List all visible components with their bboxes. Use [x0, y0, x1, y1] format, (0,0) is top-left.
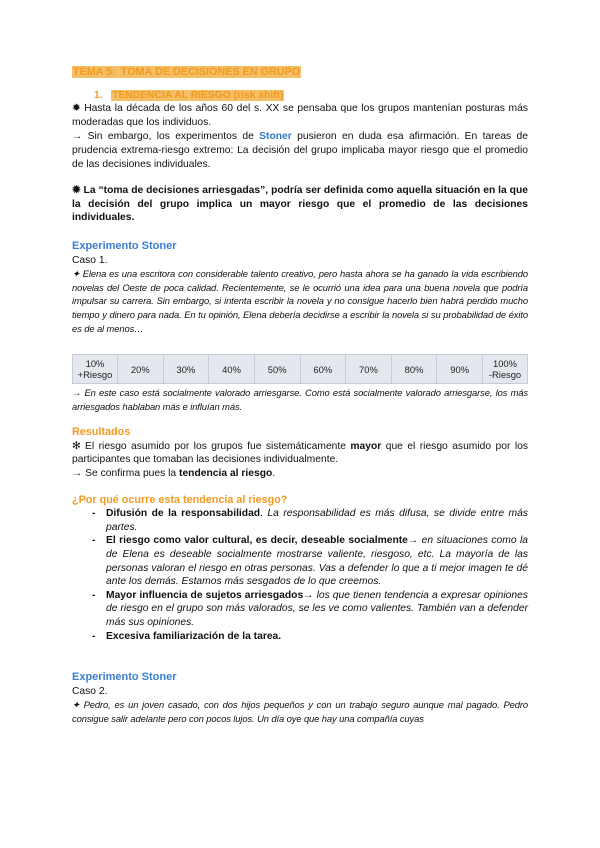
results-heading: Resultados — [72, 426, 131, 439]
scale-cell: 40% — [209, 355, 255, 384]
list-item — [72, 630, 528, 644]
results-mayor: mayor — [350, 440, 382, 452]
results-confirm — [72, 467, 528, 481]
risk-scale-table — [72, 354, 528, 384]
title-main: TOMA DE DECISIONES EN GRUPO — [120, 66, 301, 78]
scale-cell: 70% — [346, 355, 392, 384]
confirm-a: → Se confirma pues la — [72, 468, 180, 480]
stoner-text-c: pusieron en duda esa afirmación. En tareas de prudencia extrema-riesgo extremo: La decisión del grupo implicaba mayor riesgo que el promedio de las decisiones individuales. — [72, 131, 528, 170]
paragraph-intro: ✹ Hasta la década de los años 60 del s. XX se pensaba que los grupos mantenían posturas más moderadas que los individuos. — [72, 103, 528, 128]
confirm-b: tendencia al riesgo — [179, 468, 273, 480]
reason-bold: Excesiva familiarización de la tarea. — [106, 630, 282, 642]
section-label: TENDENCIA AL RIESGO (risk shift) — [112, 89, 284, 101]
doc-title — [72, 66, 528, 80]
case-label-2: Caso 2. — [72, 685, 108, 697]
reason-text: La responsabilidad es más difusa, se divide entre más partes. — [106, 508, 528, 533]
scale-cell: 20% — [118, 355, 164, 384]
results-t1: ✻ El riesgo asumido por los grupos fue sistemáticamente — [72, 440, 351, 452]
paragraph-stoner — [72, 130, 528, 171]
section-heading-1 — [94, 89, 528, 103]
stoner-name: Stoner — [259, 131, 292, 143]
reason-sep: → — [303, 589, 317, 601]
reason-sep: . — [260, 508, 268, 520]
paragraph-social-value: → En este caso está socialmente valorado arriesgarse. Como está socialmente valorado arriesgarse, los más arriesgados hablaban más e influían más. — [72, 387, 528, 412]
paragraph-definition: ✹ La “toma de decisiones arriesgadas”, podría ser definida como aquella situación en la que la decisión del grupo implica un mayor riesgo que el promedio de las decisiones individuales. — [72, 185, 528, 224]
scale-cell: 30% — [163, 355, 209, 384]
confirm-c: . — [272, 468, 276, 480]
experiment-heading-1: Experimento Stoner — [72, 239, 177, 252]
experiment-heading-2: Experimento Stoner — [72, 671, 177, 684]
scale-first-top: 10% — [85, 358, 105, 370]
reason-text: en situaciones como la de Elena es deseable socialmente mostrarse valiente, riesgoso, etc. La mayoría de las personas valoran el riesgo en otras personas. Vas a defender lo que a ti mejor imagen te dé ante los demás. Estamos más sesgados de lo que creemos. — [106, 535, 528, 588]
title-prefix: TEMA 5: — [73, 66, 119, 78]
scale-cell-last — [483, 355, 528, 384]
case-text-1: ✦ Elena es una escritora con considerable talento creativo, pero hasta ahora se ha ganado la vida escribiendo novelas del Oeste de poca calidad. Recientemente, se le ocurrió una idea para una buena novela que podría impulsar su carrera. Sin embargo, si intenta escribir la novela y no consigue hacerlo bien habrá perdido mucho tiempo y dinero para nada. En tu opinión, Elena debería decidirse a escribir la novela si su probabilidad de éxito es de al menos… — [72, 268, 528, 334]
list-item — [72, 507, 528, 534]
reason-bold: Mayor influencia de sujetos arriesgados — [106, 589, 304, 601]
section-number: 1. — [94, 89, 103, 101]
document-page — [72, 66, 528, 726]
scale-cell: 60% — [300, 355, 346, 384]
reason-bold: Difusión de la responsabilidad — [106, 508, 261, 520]
scale-cell: 80% — [391, 355, 437, 384]
why-heading: ¿Por qué ocurre esta tendencia al riesgo? — [72, 493, 288, 506]
scale-last-top: 100% — [493, 358, 517, 370]
scale-cell-first — [73, 355, 118, 384]
list-item — [72, 589, 528, 630]
scale-cell: 90% — [437, 355, 483, 384]
scale-cell: 50% — [254, 355, 300, 384]
stoner-text-a: → Sin embargo, los experimentos de — [72, 131, 260, 143]
risk-scale-row — [73, 355, 528, 384]
case-text-2: ✦ Pedro, es un joven casado, con dos hijos pequeños y con un trabajo seguro aunque mal pagado. Pedro consigue salir adelante pero con pocos lujos. Un día oye que hay una compañía cuyas — [72, 699, 528, 724]
scale-last-bottom: -Riesgo — [488, 369, 522, 381]
reason-text: los que tienen tendencia a expresar opiniones de riesgo en el grupo son más valorados, se les ve como valientes. También van a defender más sus opiniones. — [106, 589, 528, 628]
reasons-list — [72, 507, 528, 643]
list-item — [72, 534, 528, 588]
reason-bold: El riesgo como valor cultural, es decir, deseable socialmente — [106, 535, 408, 547]
results-text — [72, 440, 528, 467]
scale-first-bottom: +Riesgo — [77, 369, 113, 381]
case-label-1: Caso 1. — [72, 254, 108, 266]
reason-sep: → — [407, 535, 422, 547]
results-t3: que el riesgo asumido por los participantes que tomaban las decisiones individualmente. — [72, 440, 528, 466]
